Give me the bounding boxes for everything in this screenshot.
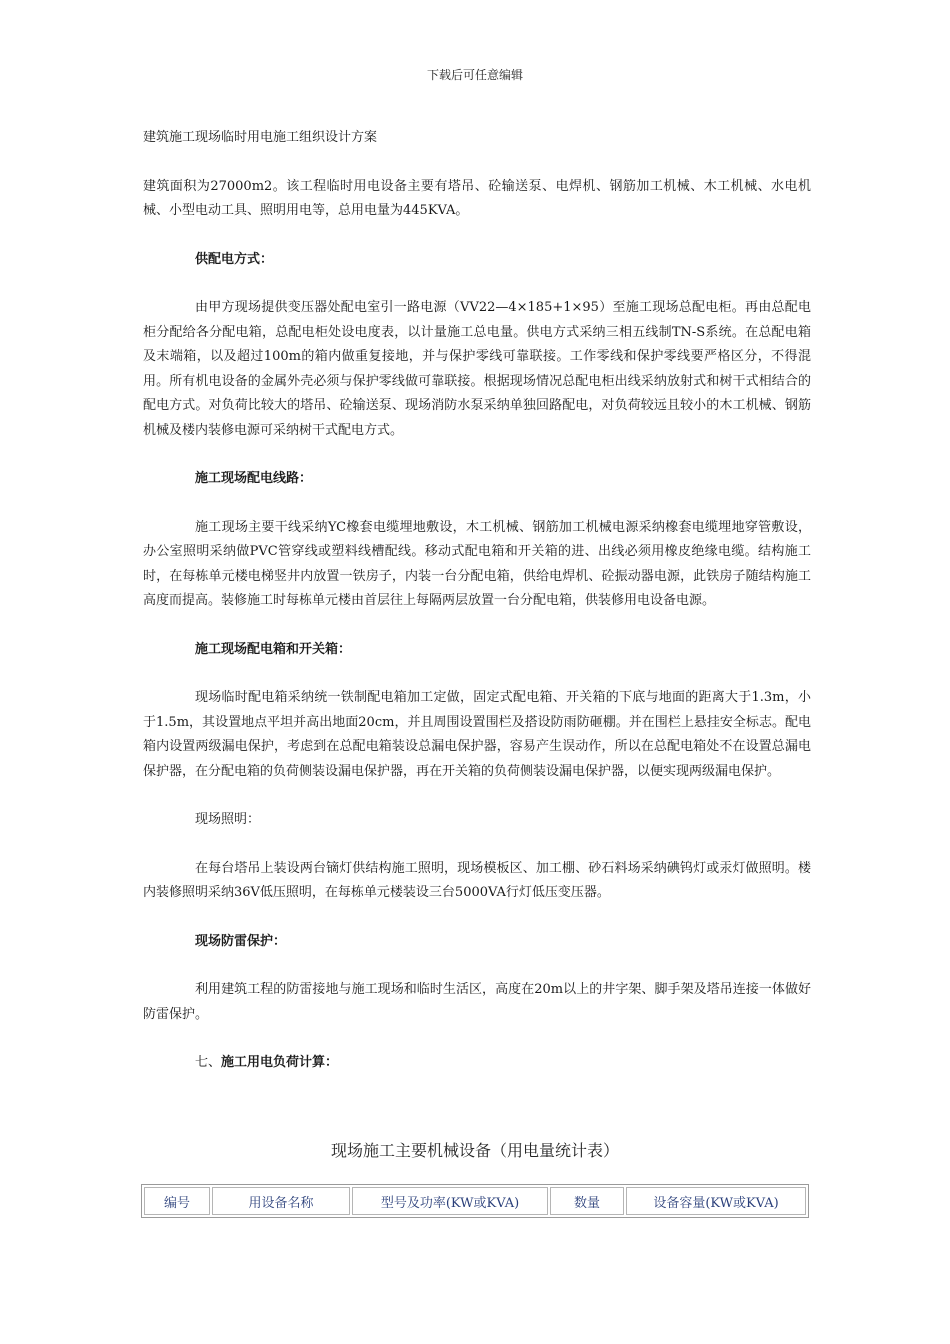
equipment-table [141, 1184, 809, 1218]
document-body [143, 126, 811, 1076]
header-equipment-name: 用设备名称 [212, 1187, 350, 1215]
section-heading-distribution-boxes: 施工现场配电箱和开关箱： [195, 641, 352, 657]
section-body-lightning-protection: 利用建筑工程的防雷接地与施工现场和临时生活区，高度在20m以上的井字架、脚手架及塔吊连接一体做好防雷保护。 [143, 982, 811, 1022]
header-capacity: 设备容量(KW或KVA) [626, 1187, 806, 1215]
section-body-lighting: 在每台塔吊上装设两台镝灯供结构施工照明，现场模板区、加工棚、砂石料场采纳碘钨灯或汞灯做照明。楼内装修照明采纳36V低压照明，在每栋单元楼装设三台5000VA行灯低压变压器。 [143, 860, 811, 900]
header-note: 下载后可任意编辑 [426, 68, 523, 82]
section-number: 七、 [195, 1055, 222, 1070]
equipment-table-wrapper [141, 1184, 809, 1218]
section-heading-text: 施工用电负荷计算： [221, 1055, 339, 1070]
table-header-row [144, 1187, 806, 1215]
section-body-distribution-lines: 施工现场主要干线采纳YC橡套电缆埋地敷设，木工机械、钢筋加工机械电源采纳橡套电缆埋地穿管敷设，办公室照明采纳做PVC管穿线或塑料线槽配线。移动式配电箱和开关箱的进、出线必须用橡皮绝缘电缆。结构施工时，在每栋单元楼电梯竖井内放置一铁房子，内装一台分配电箱，供给电焊机、砼振动器电源，此铁房子随结构施工高度而提高。装修施工时每栋单元楼由首层往上每隔两层放置一台分配电箱，供装修用电设备电源。 [143, 519, 811, 608]
section-heading-lightning-protection: 现场防雷保护： [195, 933, 287, 949]
section-heading-power-supply: 供配电方式： [195, 251, 274, 267]
header-number: 编号 [144, 1187, 210, 1215]
table-title: 现场施工主要机械设备（用电量统计表） [330, 1141, 619, 1160]
intro-paragraph: 建筑面积为27000m2。该工程临时用电设备主要有塔吊、砼输送泵、电焊机、钢筋加工机械、木工机械、水电机械、小型电动工具、照明用电等，总用电量为445KVA。 [143, 178, 811, 218]
section-heading-distribution-lines: 施工现场配电线路： [195, 471, 313, 486]
section-body-distribution-boxes: 现场临时配电箱采纳统一铁制配电箱加工定做，固定式配电箱、开关箱的下底与地面的距离大于1.3m，小于1.5m，其设置地点平坦并高出地面20cm，并且周围设置围栏及搭设防雨防砸棚。并在围栏上悬挂安全标志。配电箱内设置两级漏电保护，考虑到在总配电箱装设总漏电保护器，容易产生误动作，所以在总配电箱处不在设置总漏电保护器，在分配电箱的负荷侧装设漏电保护器，再在开关箱的负荷侧装设漏电保护器，以便实现两级漏电保护。 [143, 690, 811, 779]
document-title: 建筑施工现场临时用电施工组织设计方案 [143, 130, 378, 145]
header-quantity: 数量 [550, 1187, 624, 1215]
section-heading-lighting: 现场照明： [195, 812, 261, 827]
header-model-power: 型号及功率(KW或KVA) [352, 1187, 548, 1215]
section-heading-load-calculation [143, 1051, 811, 1076]
section-body-power-supply: 由甲方现场提供变压器处配电室引一路电源（VV22—4×185+1×95）至施工现场总配电柜。再由总配电柜分配给各分配电箱，总配电柜处设电度表，以计量施工总电量。供电方式采纳三相五线制TN-S系统。在总配电箱及末端箱，以及超过100m的箱内做重复接地，并与保护零线可靠联接。工作零线和保护零线要严格区分，不得混用。所有机电设备的金属外壳必须与保护零线做可靠联接。根据现场情况总配电柜出线采纳放射式和树干式相结合的配电方式。对负荷比较大的塔吊、砼输送泵、现场消防水泵采纳单独回路配电，对负荷较远且较小的木工机械、钢筋机械及楼内装修电源可采纳树干式配电方式。 [143, 300, 811, 438]
